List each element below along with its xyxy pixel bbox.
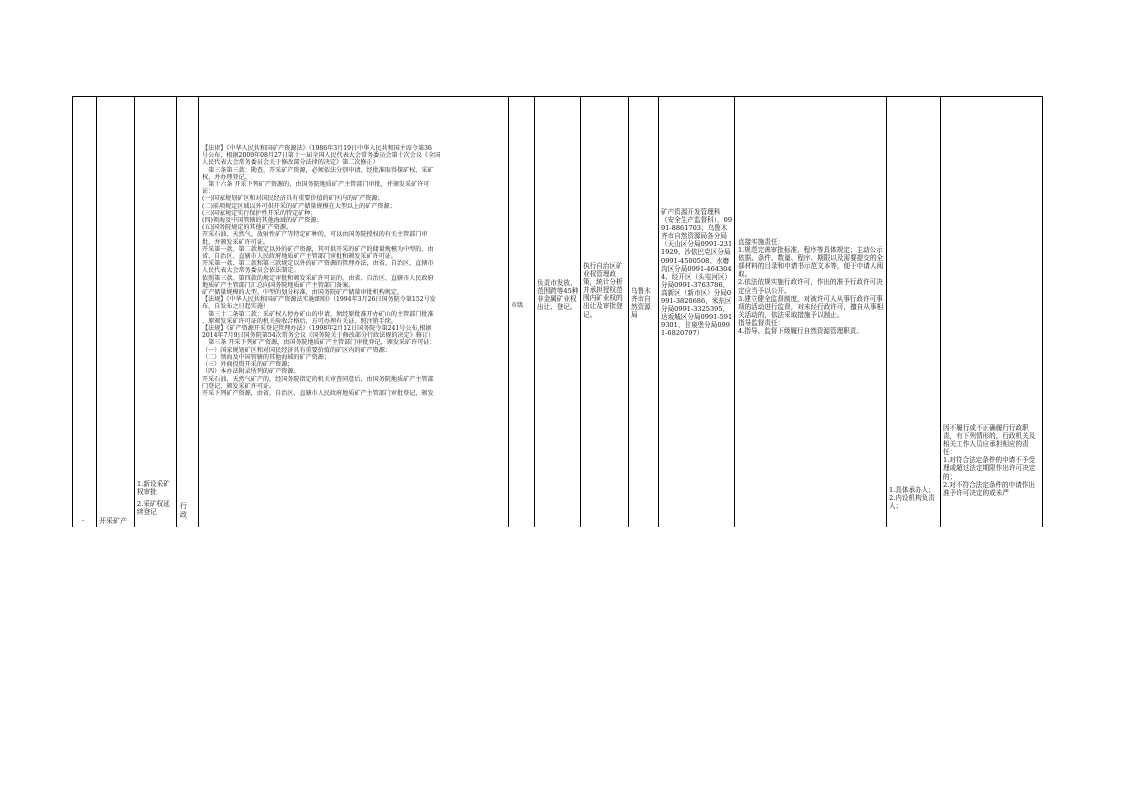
- col-seq: [73, 97, 97, 527]
- cell-responsibility: 负责市发放、范围跨等45种非金属矿业权出让、登记。: [537, 279, 579, 312]
- basis-line: 2014年7月9日国务院第54次常务会议《国务院关于修改部分行政法规的决定》修订）: [202, 332, 435, 340]
- basis-line: 第三条第三款：勘查、开采矿产资源，必须依法分别申请、经批准取得探矿权、采矿: [202, 166, 434, 174]
- basis-line: 批，并颁发采矿许可证。: [202, 238, 270, 246]
- basis-line: 省、自治区、直辖市人民政府地质矿产主管部门审批和颁发采矿许可证。: [202, 253, 397, 261]
- basis-line: 开采石油、天然气、放射性矿产等特定矿种的，可以由国务院授权的有关主管部门审: [202, 231, 428, 239]
- cell-basis: [202, 145, 440, 397]
- col-contact: [659, 97, 735, 527]
- col-level: [509, 97, 535, 527]
- cell-subitem-2: 2.采矿权延续登记: [137, 500, 170, 517]
- permit-table: [72, 96, 1043, 527]
- cell-accountability: 因不履行或不正确履行行政职责，有下列情形的，行政机关及相关工作人员应承担相应的责任： 1.对符合法定条件的申请不予受理或超过法定期限作出许可决定的； 2.对不符合法定条件的申请作出准予许可决定的或未严: [943, 424, 1036, 497]
- col-subject: [887, 97, 941, 527]
- col-org: [629, 97, 659, 527]
- basis-line: 证：: [202, 188, 215, 196]
- col-duty: [581, 97, 629, 527]
- basis-line: 人民代表大会常务委员会关于修改部分法律的决定》第二次修正）: [202, 159, 379, 167]
- basis-line: 【法规】《中华人民共和国矿产资源法实施细则》（1994年3月26日国务院令第152号发: [202, 296, 436, 304]
- col-category: [97, 97, 135, 527]
- cell-type: 行政: [180, 502, 187, 519]
- basis-line: (二)前项规定区域以外可供开采的矿产储量规模在大型以上的矿产资源；: [202, 202, 396, 210]
- col-responsibility: [535, 97, 581, 527]
- basis-line: (五)国务院规定的其他矿产资源。: [202, 224, 293, 232]
- basis-line: 地质矿产主管部门汇总向国务院地质矿产主管部门备案。: [202, 281, 355, 289]
- basis-line: 第十六条 开采下列矿产资源的，由国务院地质矿产主管部门审批，并颁发采矿许可: [202, 181, 430, 189]
- basis-line: 、原颁发采矿许可证的机关验收合格后，方可办理有关证、照注销手续。: [202, 317, 397, 325]
- basis-line: 开采石油、天然气矿产的，经国务院指定的机关审查同意后，由国务院地质矿产主管部: [202, 375, 434, 383]
- col-basis: [199, 97, 509, 527]
- basis-line: 开采第一款、第二款和第三款规定以外的矿产资源的管理办法，由省、自治区、直辖市: [202, 260, 434, 268]
- cell-duty: 执行自治区矿业权管理政策，统计分析并承担授权范围内矿业权的出让及审批登记。: [583, 262, 623, 319]
- basis-line: 开采第一款、第二款规定以外的矿产资源，其可供开采的矿产的储量规模为中型的，由: [202, 245, 434, 253]
- basis-line: （三）外商投资开采的矿产资源；: [202, 361, 294, 369]
- col-supervision: [735, 97, 887, 527]
- basis-line: （一）国家规划矿区和对国民经济具有重要价值的矿区内的矿产资源；: [202, 346, 391, 354]
- cell-supervision: 直接实施责任： 1.规范完善审批标准、程序等具体规定；主动公示依据、条件、数量、程序、期限以及需要提交的全部材料的目录和申请书示范文本等，便于申请人阅取。 2.依法依规实施行政许可，作出的准予行政许可决定应当予以公开。 3.建立健全监督制度，对被许可人从事行政许可事项的活动进行监督，对未经行政许可，擅自从事相关活动的，依法采取措施予以制止。 指导监督责任： 4.指导、监督下级履行自然资源管理职责。: [738, 238, 884, 336]
- basis-line: 开采下列矿产资源，由省、自治区、直辖市人民政府地质矿产主管部门审批登记，颁发: [202, 389, 434, 397]
- basis-line: 权，并办理登记。: [202, 173, 251, 181]
- basis-line: (三)国家规定实行保护性开采的特定矿种；: [202, 209, 317, 217]
- basis-line: （二）领海及中国管辖的其他海域的矿产资源；: [202, 353, 330, 361]
- cell-level: 市级: [511, 302, 524, 309]
- basis-line: 布，自发布之日起实施）: [202, 303, 270, 311]
- col-type: [177, 97, 199, 527]
- basis-line: 【法律】《中华人民共和国矿产资源法》（1986年3月19日中华人民共和国主席令第36: [202, 145, 432, 152]
- cell-subitem-1: 1.新设采矿权审批: [137, 480, 170, 497]
- basis-line: 号公布，根据2009年08月27日第十一届全国人民代表大会常务委员会第十次会议《全国: [202, 152, 441, 160]
- col-subitems: [135, 97, 177, 527]
- basis-line: (一)国家规划矿区和对国民经济具有重要价值的矿区内的矿产资源；: [202, 195, 384, 203]
- basis-line: 门登记，颁发采矿许可证。: [202, 382, 276, 390]
- cell-seq: -: [82, 517, 85, 524]
- basis-line: 依照第三款、第四款的规定审批和颁发采矿许可证的，由省、自治区、直辖市人民政府: [202, 274, 434, 282]
- cell-category: 开采矿产: [99, 517, 127, 525]
- cell-org: 乌鲁木齐市自然资源局: [631, 287, 651, 320]
- cell-subject: 1.具体承办人； 2.内设机构负责人；: [889, 486, 935, 511]
- cell-contact: 矿产资源开发管理科（安全生产监督科），0991-8861703；乌鲁木齐市自然资源局各分局（天山区分局0991-2311929、沙依巴克区分局0991-4500508、水磨沟区分局0991-4643044、经开区（头屯河区）分局0991-3763786、高新区（新市区）分局0991-3820686、米东区分局0991-3325395、达坂城区分局0991-5919301、甘泉堡分局0991-6820797）: [661, 208, 733, 338]
- basis-line: 人民代表大会常务委员会依法制定。: [202, 267, 300, 275]
- col-accountability: [941, 97, 1043, 527]
- basis-line: （四）本办法附录所列的矿产资源。: [202, 368, 300, 376]
- basis-line: 第三十二条第二款：采矿权人停办矿山的申请，须经原批准开办矿山的主管部门批准: [202, 310, 434, 318]
- basis-line: 第三条 开采下列矿产资源，由国务院地质矿产主管部门审批登记，颁发采矿许可证：: [202, 339, 436, 347]
- basis-line: (四)领海及中国管辖的其他海域的矿产资源；: [202, 217, 323, 225]
- basis-line: 矿产储量规模的大型、中型的划分标准，由国务院矿产储量审批机构规定。: [202, 289, 404, 297]
- basis-line: 【法规】《矿产资源开采登记管理办法》（1998年2月12日国务院令第241号公布,根据: [202, 325, 432, 333]
